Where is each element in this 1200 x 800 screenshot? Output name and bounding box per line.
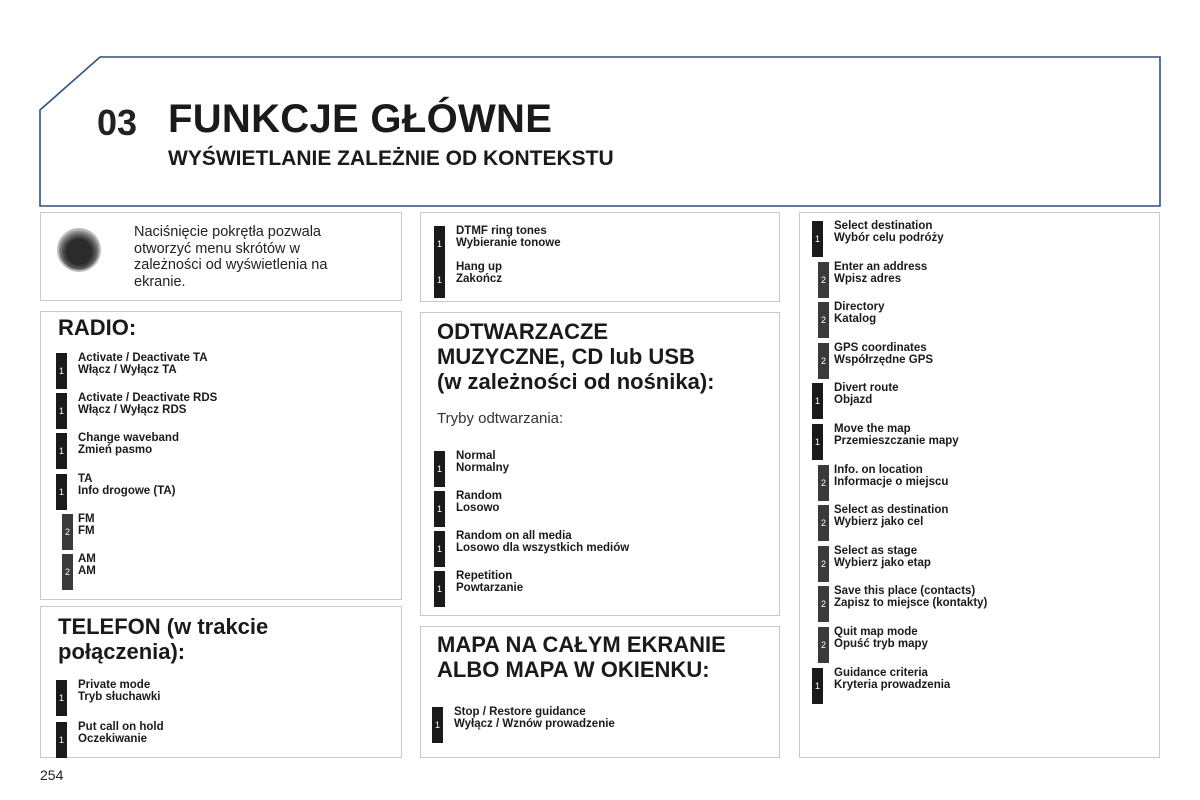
menu-item-polish: FM (78, 524, 95, 537)
phone-menu-item (56, 679, 356, 717)
menu-item-english: Enter an address (834, 260, 928, 273)
players-title-line3: (w zależności od nośnika): (437, 369, 715, 394)
nav-menu-item (812, 341, 1112, 380)
menu-item-polish: Info drogowe (TA) (78, 484, 176, 497)
menu-item-polish: Informacje o miejscu (834, 475, 949, 488)
menu-item-english: Activate / Deactivate TA (78, 352, 208, 364)
menu-level-badge: 1 (434, 451, 445, 487)
menu-item-polish: Wybierz jako cel (834, 516, 924, 529)
nav-menu-item (812, 220, 1112, 258)
menu-item-polish: Zapisz to miejsce (kontakty) (834, 597, 988, 610)
player-menu-item (434, 530, 734, 568)
menu-item-english: Put call on hold (78, 721, 164, 733)
menu-item-english: Random (456, 490, 502, 502)
dial-knob-icon (57, 228, 101, 272)
menu-level-badge: 2 (818, 465, 829, 501)
menu-level-badge: 1 (812, 221, 823, 257)
menu-item-english: Move the map (834, 423, 911, 435)
menu-item-english: Stop / Restore guidance (454, 706, 586, 718)
radio-menu-item (56, 392, 356, 430)
radio-menu-item (56, 432, 356, 470)
menu-item-polish: Tryb słuchawki (78, 691, 161, 703)
menu-level-badge: 2 (818, 627, 829, 663)
menu-item-polish: Wybór celu podróży (834, 232, 944, 244)
intro-text: Naciśnięcie pokrętła pozwala otworzyć menu skrótów w zależności od wyświetlenia na ekranie. (134, 224, 328, 290)
menu-item-english: Normal (456, 450, 496, 462)
phone-title-line2: połączenia): (58, 639, 186, 664)
nav-menu-item (812, 585, 1112, 623)
menu-item-english: Change waveband (78, 432, 179, 445)
radio-menu-item (56, 352, 356, 390)
menu-level-badge: 1 (432, 707, 443, 743)
call-menu-item (434, 225, 734, 263)
menu-level-badge: 1 (434, 226, 445, 262)
menu-item-english: Repetition (456, 570, 513, 582)
phone-menu-item (56, 721, 356, 759)
menu-item-english: Info. on location (834, 463, 923, 476)
radio-title: RADIO: (58, 315, 137, 340)
menu-level-badge: 2 (818, 546, 829, 582)
menu-item-polish: Wpisz adres (834, 272, 902, 285)
menu-level-badge: 2 (818, 343, 829, 379)
menu-item-polish: Normalny (456, 462, 510, 474)
radio-menu-item (56, 472, 356, 511)
menu-item-polish: Powtarzanie (456, 582, 524, 594)
menu-item-polish: Zmień pasmo (78, 444, 153, 457)
menu-item-english: Quit map mode (834, 626, 918, 638)
menu-item-polish: Katalog (834, 313, 877, 326)
menu-item-english: Private mode (78, 679, 151, 691)
menu-item-english: Select as destination (834, 504, 949, 517)
nav-menu-item (812, 544, 1112, 583)
map-title-line1: MAPA NA CAŁYM EKRANIE (437, 632, 726, 657)
players-title-line2: MUZYCZNE, CD lub USB (437, 344, 695, 369)
menu-level-badge: 1 (56, 474, 67, 510)
menu-level-badge: 1 (434, 571, 445, 607)
players-title-line1: ODTWARZACZE (437, 319, 609, 344)
menu-item-english: Random on all media (456, 530, 572, 542)
menu-level-badge: 2 (818, 262, 829, 298)
radio-menu-item (56, 512, 356, 551)
nav-menu-item (812, 301, 1112, 339)
menu-item-polish: Zakończ (456, 273, 503, 285)
nav-menu-item (812, 382, 1112, 420)
menu-level-badge: 1 (434, 531, 445, 567)
menu-item-english: TA (78, 472, 93, 485)
menu-item-english: GPS coordinates (834, 341, 927, 354)
nav-menu-item (812, 260, 1112, 299)
menu-level-badge: 1 (56, 722, 67, 758)
menu-item-polish: Przemieszczanie mapy (834, 435, 959, 447)
menu-item-english: Hang up (456, 261, 502, 273)
menu-level-badge: 1 (434, 262, 445, 298)
menu-level-badge: 1 (56, 353, 67, 389)
menu-item-english: FM (78, 512, 95, 525)
menu-item-polish: Włącz / Wyłącz RDS (78, 404, 187, 417)
play-modes-label: Tryby odtwarzania: (437, 410, 564, 427)
menu-level-badge: 2 (818, 505, 829, 541)
map-title-line2: ALBO MAPA W OKIENKU: (437, 657, 710, 682)
nav-menu-item (812, 463, 1112, 502)
menu-item-polish: Wybieranie tonowe (456, 237, 561, 249)
menu-level-badge: 2 (62, 554, 73, 590)
map-menu-item (432, 706, 732, 744)
menu-item-polish: Losowo dla wszystkich mediów (456, 542, 630, 554)
menu-item-polish: Włącz / Wyłącz TA (78, 364, 177, 376)
nav-menu-item (812, 423, 1112, 461)
menu-item-english: Directory (834, 301, 885, 314)
chapter-title: FUNKCJE GŁÓWNE (168, 97, 553, 141)
menu-item-polish: Losowo (456, 502, 500, 514)
menu-item-english: Divert route (834, 382, 899, 395)
menu-level-badge: 1 (812, 668, 823, 704)
nav-menu-item (812, 626, 1112, 664)
page-number: 254 (40, 767, 64, 783)
menu-item-english: Select as stage (834, 544, 918, 557)
menu-level-badge: 1 (56, 680, 67, 716)
menu-item-polish: Wybierz jako etap (834, 556, 931, 569)
nav-menu-item (812, 666, 1112, 705)
menu-level-badge: 2 (818, 302, 829, 338)
menu-item-polish: Kryteria prowadzenia (834, 678, 951, 691)
chapter-subtitle: WYŚWIETLANIE ZALEŻNIE OD KONTEKSTU (168, 147, 614, 170)
phone-title-line1: TELEFON (w trakcie (58, 614, 269, 639)
menu-level-badge: 1 (56, 393, 67, 429)
menu-item-polish: AM (78, 565, 96, 577)
menu-item-polish: Oczekiwanie (78, 733, 148, 745)
menu-item-english: Select destination (834, 220, 933, 232)
menu-level-badge: 2 (818, 586, 829, 622)
call-menu-item (434, 261, 734, 299)
menu-item-polish: Opuść tryb mapy (834, 638, 928, 650)
player-menu-item (434, 570, 734, 608)
menu-item-english: Guidance criteria (834, 666, 928, 679)
player-menu-item (434, 490, 734, 528)
menu-level-badge: 2 (62, 514, 73, 550)
menu-item-polish: Wyłącz / Wznów prowadzenie (454, 718, 615, 730)
player-menu-item (434, 450, 734, 488)
radio-menu-item (56, 553, 356, 591)
menu-level-badge: 1 (812, 424, 823, 460)
menu-item-polish: Objazd (834, 394, 873, 407)
menu-level-badge: 1 (56, 433, 67, 469)
menu-item-polish: Współrzędne GPS (834, 353, 934, 366)
menu-level-badge: 1 (812, 383, 823, 419)
menu-item-english: DTMF ring tones (456, 225, 547, 237)
nav-menu-item (812, 504, 1112, 542)
menu-level-badge: 1 (434, 491, 445, 527)
chapter-number: 03 (97, 102, 138, 143)
menu-item-english: Activate / Deactivate RDS (78, 392, 218, 405)
menu-item-english: AM (78, 553, 96, 565)
menu-item-english: Save this place (contacts) (834, 585, 976, 598)
